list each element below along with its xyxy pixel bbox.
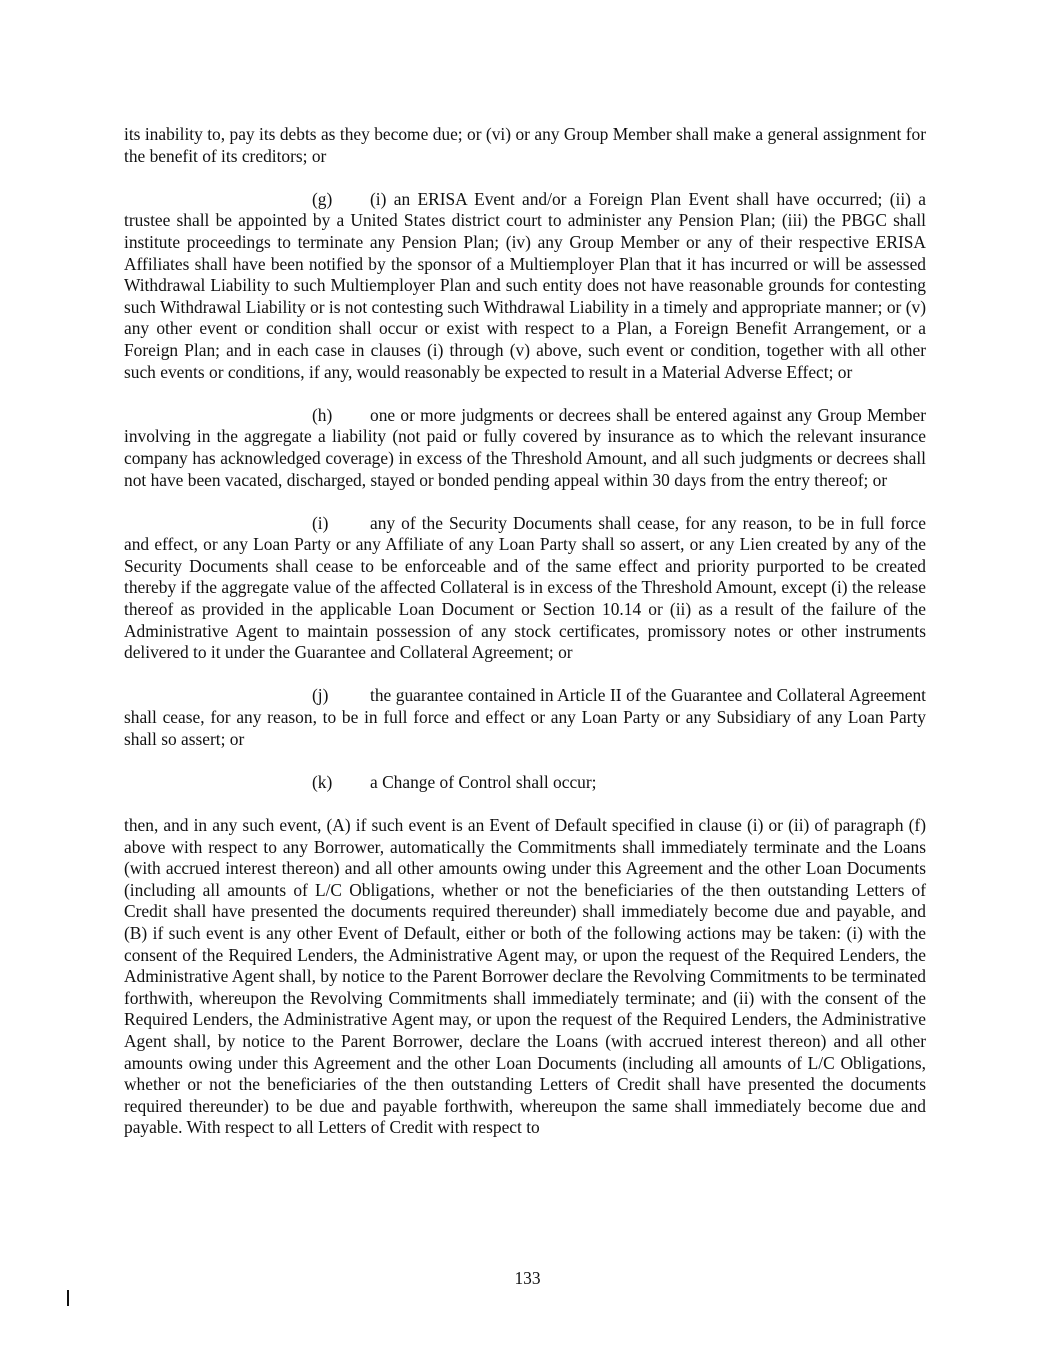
paragraph-text: any of the Security Documents shall cease, for any reason, to be in full force and effect, or any Loan Party or any Affiliate of any Loan Party shall so assert, or any Lien created by any of the Security Documents shall cease to be enforceable and of the same effect and priority purported to be created thereby if the aggregate value of the affected Collateral is in excess of the Threshold Amount, except (i) the release thereof as provided in the applicable Loan Document or Section 10.14 or (ii) as a result of the failure of the Administrative Agent to maintain possession of any stock certificates, promissory notes or other instruments delivered to it under the Guarantee and Collateral Agreement; or [124,512,926,663]
paragraph-k [124,772,926,794]
paragraph-text: then, and in any such event, (A) if such event is an Event of Default specified in clause (i) or (ii) of paragraph (f) above with respect to any Borrower, automatically the Commitments shall immediately terminate and the Loans (with accrued interest thereon) and all other amounts owing under this Agreement and the other Loan Documents (including all amounts of L/C Obligations, whether or not the beneficiaries of the then outstanding Letters of Credit shall have presented the documents required thereunder) shall immediately become due and payable, and (B) if such event is any other Event of Default, either or both of the following actions may be taken: (i) with the consent of the Required Lenders, the Administrative Agent may, or upon the request of the Required Lenders, the Administrative Agent shall, by notice to the Parent Borrower declare the Revolving Commitments to be terminated forthwith, whereupon the Revolving Commitments shall immediately terminate; and (ii) with the consent of the Required Lenders, the Administrative Agent may, or upon the request of the Required Lenders, the Administrative Agent shall, by notice to the Parent Borrower, declare the Loans (with accrued interest thereon) and all other amounts owing under this Agreement and the other Loan Documents (including all amounts of L/C Obligations, whether or not the beneficiaries of the then outstanding Letters of Credit shall have presented the documents required thereunder) to be due and payable forthwith, whereupon the same shall immediately become due and payable. With respect to all Letters of Credit with respect to [124,815,926,1138]
paragraph-text: its inability to, pay its debts as they become due; or (vi) or any Group Member shall make a general assignment for the benefit of its creditors; or [124,124,926,166]
paragraph-j [124,685,926,750]
paragraph-text: the guarantee contained in Article II of the Guarantee and Collateral Agreement shall cease, for any reason, to be in full force and effect or any Loan Party or any Subsidiary of any Loan Party shall so assert; or [124,685,926,749]
paragraph-text: (i) an ERISA Event and/or a Foreign Plan Event shall have occurred; (ii) a trustee shall be appointed by a United States district court to administer any Pension Plan; (iii) the PBGC shall institute proceedings to terminate any Pension Plan; (iv) any Group Member or any of their respective ERISA Affiliates shall have been notified by the sponsor of a Multiemployer Plan that it has incurred or will be assessed Withdrawal Liability to such Multiemployer Plan and such entity does not have reasonable grounds for contesting such Withdrawal Liability or is not contesting such Withdrawal Liability in a timely and appropriate manner; or (v) any other event or condition shall occur or exist with respect to a Plan, a Foreign Benefit Arrangement, or a Foreign Plan; and in each case in clauses (i) through (v) above, such event or condition, together with all other such events or conditions, if any, would reasonably be expected to result in a Material Adverse Effect; or [124,188,926,382]
revision-change-bar [67,1290,69,1306]
paragraph-remedies [124,815,926,1139]
paragraph-h [124,405,926,491]
paragraph-label: (g) [312,188,333,209]
paragraph-i [124,513,926,664]
paragraph-text: one or more judgments or decrees shall be entered against any Group Member involving in the aggregate a liability (not paid or fully covered by insurance as to which the relevant insurance company has acknowledged coverage) in excess of the Threshold Amount, and all such judgments or decrees shall not have been vacated, discharged, stayed or bonded pending appeal within 30 days from the entry thereof; or [124,404,926,490]
paragraph-continuation [124,124,926,167]
paragraph-text: a Change of Control shall occur; [370,771,597,792]
paragraph-label: (j) [312,685,329,706]
paragraph-label: (h) [312,404,333,425]
paragraph-label: (i) [312,512,329,533]
paragraph-g [124,189,926,383]
page-number: 133 [514,1268,541,1288]
paragraph-label: (k) [312,771,333,792]
document-body [124,124,926,1161]
